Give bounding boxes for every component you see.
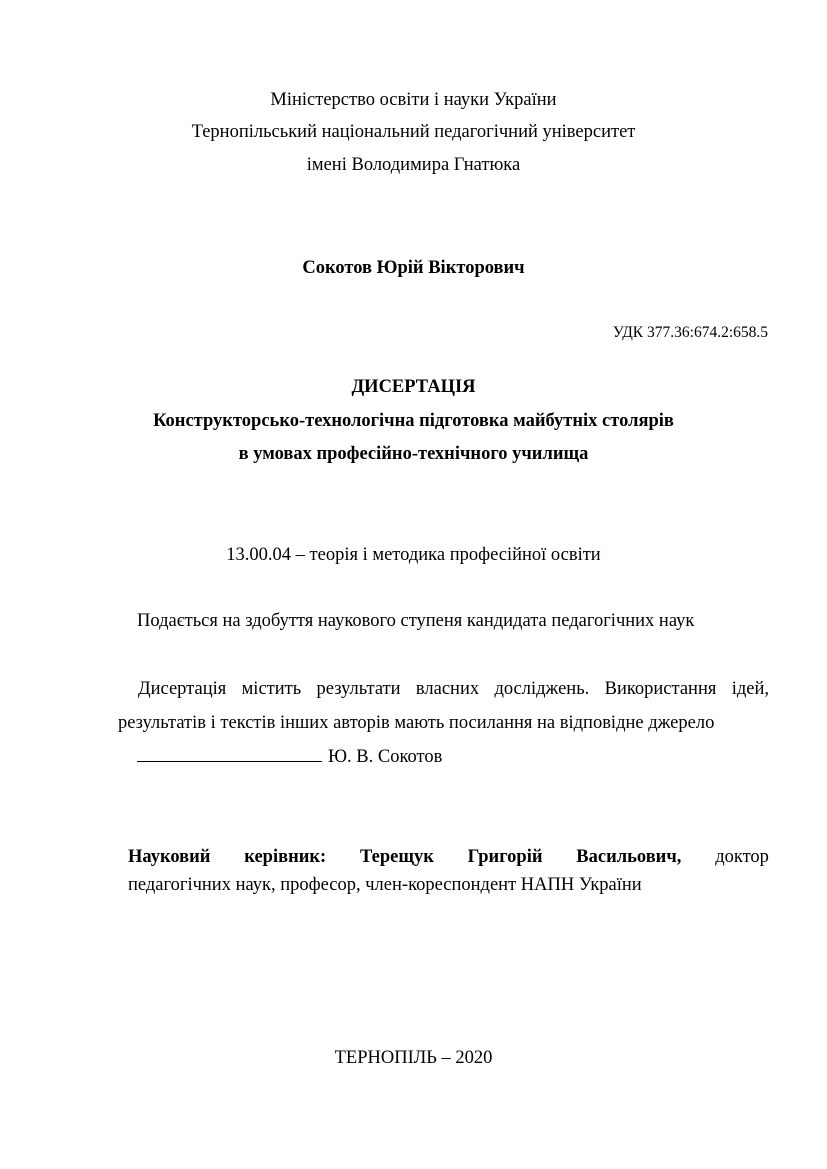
university-name-continued: імені Володимира Гнатюка bbox=[306, 155, 521, 175]
ministry-name: Міністерство освіти і науки України bbox=[270, 90, 557, 110]
signature-block bbox=[137, 746, 442, 768]
supervisor-word: керівник: bbox=[244, 847, 327, 867]
specialty: 13.00.04 – теорія і методика професійної освіти bbox=[226, 545, 601, 565]
supervisor-row1 bbox=[128, 846, 769, 868]
university-name: Тернопільський національний педагогічний університет bbox=[191, 122, 636, 142]
dissertation-title-line1: Конструкторсько-технологічна підготовка майбутніх столярів bbox=[153, 411, 674, 431]
supervisor-word: Терещук bbox=[360, 847, 434, 867]
signature-name: Ю. В. Сокотов bbox=[328, 747, 443, 767]
supervisor-credentials: педагогічних наук, професор, член-кореспондент НАПН України bbox=[128, 875, 642, 895]
city-year: ТЕРНОПІЛЬ – 2020 bbox=[334, 1048, 493, 1068]
supervisor-degree-start: доктор bbox=[715, 847, 769, 867]
supervisor-word: Васильович, bbox=[576, 847, 682, 867]
supervisor-word: Григорій bbox=[467, 847, 543, 867]
originality-line2: результатів і текстів інших авторів мають посилання на відповідне джерело bbox=[118, 713, 715, 733]
degree-statement: Подається на здобуття наукового ступеня кандидата педагогічних наук bbox=[137, 611, 695, 631]
supervisor-block bbox=[128, 846, 769, 896]
udk-code: УДК 377.36:674.2:658.5 bbox=[612, 324, 768, 341]
originality-statement bbox=[118, 678, 769, 734]
author-name: Сокотов Юрій Вікторович bbox=[302, 258, 525, 278]
supervisor-word: Науковий bbox=[128, 847, 211, 867]
signature-blank bbox=[137, 746, 322, 762]
originality-line1: Дисертація містить результати власних досліджень. Використання ідей, bbox=[138, 679, 769, 699]
document-type-label: ДИСЕРТАЦІЯ bbox=[351, 377, 476, 397]
dissertation-title-line2: в умовах професійно-технічного училища bbox=[238, 444, 589, 464]
